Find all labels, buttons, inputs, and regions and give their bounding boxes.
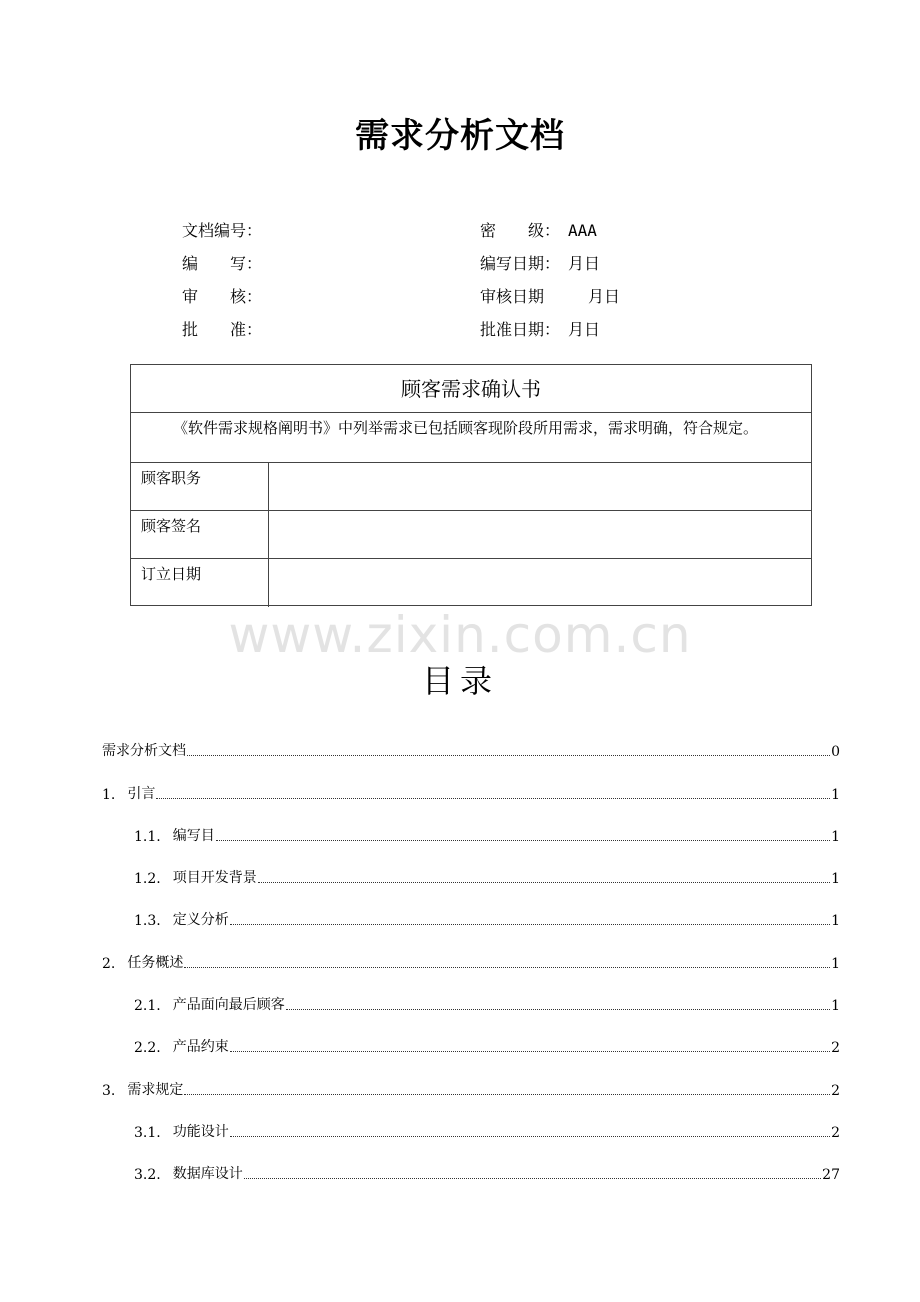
watermark: www.zixin.com.cn xyxy=(228,606,692,664)
toc-leader xyxy=(258,882,830,883)
approve-date-field xyxy=(480,317,600,340)
toc-entry-page: 0 xyxy=(831,744,840,760)
doc-number-label: 文档编号： xyxy=(182,221,263,240)
approve-date-value: 月日 xyxy=(568,320,601,339)
toc-entry-number: 2.1. xyxy=(134,998,161,1014)
toc-leader xyxy=(230,924,830,925)
security-label: 密 级： xyxy=(480,221,561,240)
toc-entry-page: 1 xyxy=(831,998,840,1014)
signing-date-value xyxy=(269,559,811,607)
customer-signature-value xyxy=(269,511,811,558)
toc-entry[interactable] xyxy=(134,1117,840,1141)
write-date-value: 月日 xyxy=(568,254,601,273)
toc-title: 目录 xyxy=(421,662,498,700)
toc-entry-number: 3. xyxy=(102,1083,116,1099)
toc-entry-text: 引言 xyxy=(127,786,156,802)
write-date-field xyxy=(480,251,600,274)
toc-entry[interactable] xyxy=(134,863,840,887)
toc-leader xyxy=(156,798,830,799)
confirmation-row xyxy=(131,511,811,559)
toc-entry-page: 1 xyxy=(831,787,840,803)
toc-entry-text: 产品约束 xyxy=(172,1039,229,1055)
toc-entry[interactable] xyxy=(134,821,840,845)
toc-leader xyxy=(244,1178,821,1179)
toc-entry-page: 1 xyxy=(831,871,840,887)
toc-entry-text: 项目开发背景 xyxy=(172,870,257,886)
toc-entry-number: 1.1. xyxy=(134,829,161,845)
toc-leader xyxy=(230,1051,830,1052)
toc-entry-page: 27 xyxy=(822,1167,840,1183)
toc-entry[interactable] xyxy=(134,1032,840,1056)
toc-entry-text: 需求规定 xyxy=(127,1082,184,1098)
write-date-label: 编写日期： xyxy=(480,254,561,273)
toc-entry-number: 2. xyxy=(102,956,116,972)
toc-entry[interactable] xyxy=(134,1159,840,1183)
toc-entry-page: 1 xyxy=(831,829,840,845)
confirmation-table xyxy=(130,364,812,606)
toc-entry-number: 1.2. xyxy=(134,871,161,887)
review-date-label: 审核日期 xyxy=(480,287,545,306)
reviewer-field xyxy=(182,284,270,307)
toc-entry-number: 2.2. xyxy=(134,1040,161,1056)
reviewer-label: 审 核： xyxy=(182,287,263,306)
customer-title-label: 顾客职务 xyxy=(131,463,269,510)
review-date-field xyxy=(480,284,620,307)
approver-label: 批 准： xyxy=(182,320,263,339)
toc-entry-text: 定义分析 xyxy=(172,912,229,928)
toc-leader xyxy=(184,967,830,968)
toc-entry-page: 2 xyxy=(831,1083,840,1099)
confirmation-heading: 顾客需求确认书 xyxy=(131,365,811,413)
review-date-value: 月日 xyxy=(588,287,621,306)
toc-entry-text: 任务概述 xyxy=(127,955,184,971)
toc-entry[interactable] xyxy=(102,736,840,760)
author-label: 编 写： xyxy=(182,254,263,273)
document-title: 需求分析文档 xyxy=(355,116,565,156)
doc-number-field xyxy=(182,218,270,241)
customer-signature-label: 顾客签名 xyxy=(131,511,269,558)
toc-leader xyxy=(230,1136,830,1137)
toc-entry[interactable] xyxy=(102,779,840,803)
toc-entry-number: 3.1. xyxy=(134,1125,161,1141)
security-value: AAA xyxy=(568,221,597,240)
toc-entry-page: 1 xyxy=(831,956,840,972)
confirmation-row xyxy=(131,559,811,607)
toc-entry-text: 数据库设计 xyxy=(172,1166,243,1182)
toc-entry-page: 2 xyxy=(831,1040,840,1056)
toc-entry-number: 1. xyxy=(102,787,116,803)
confirmation-statement: 《软件需求规格阐明书》中列举需求已包括顾客现阶段所用需求，需求明确，符合规定。 xyxy=(131,413,811,463)
toc-entry-text: 功能设计 xyxy=(172,1124,229,1140)
toc-entry-text: 编写目 xyxy=(172,828,215,844)
customer-title-value xyxy=(269,463,811,510)
toc-entry-text: 需求分析文档 xyxy=(102,743,186,759)
toc-leader xyxy=(184,1094,830,1095)
author-field xyxy=(182,251,270,274)
confirmation-row xyxy=(131,463,811,511)
toc-entry-number: 1.3. xyxy=(134,913,161,929)
toc-entry-text: 产品面向最后顾客 xyxy=(172,997,285,1013)
toc-entry[interactable] xyxy=(102,948,840,972)
toc-entry[interactable] xyxy=(134,905,840,929)
signing-date-label: 订立日期 xyxy=(131,559,269,607)
approve-date-label: 批准日期： xyxy=(480,320,561,339)
toc-entry[interactable] xyxy=(102,1075,840,1099)
toc-entry-number: 3.2. xyxy=(134,1167,161,1183)
toc-leader xyxy=(187,755,830,756)
toc-entry-page: 2 xyxy=(831,1125,840,1141)
toc-entry[interactable] xyxy=(134,990,840,1014)
toc-entry-page: 1 xyxy=(831,913,840,929)
approver-field xyxy=(182,317,270,340)
security-field xyxy=(480,218,597,241)
toc-leader xyxy=(216,840,830,841)
toc-leader xyxy=(286,1009,830,1010)
